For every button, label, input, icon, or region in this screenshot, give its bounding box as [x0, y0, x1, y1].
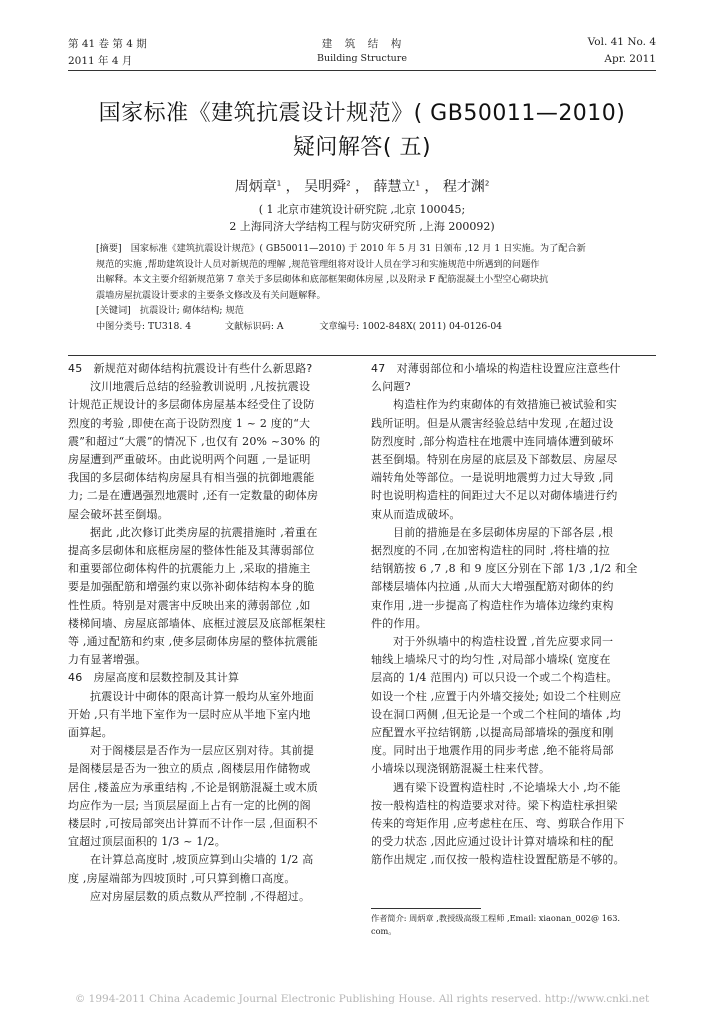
classification-line	[96, 319, 632, 335]
paragraph-line: 提高多层砌体和底框房屋的整体性能及其薄弱部位	[68, 544, 315, 558]
paragraph-line: 轴线上墙垛尺寸的均匀性 ,对局部小墙垛( 宽度在	[371, 653, 611, 667]
paragraph-line: 烈度的考验 ,即使在高于设防烈度 1 ~ 2 度的“大	[68, 416, 311, 430]
author-name: 周炳章	[234, 179, 277, 195]
paragraph-line: 汶川地震后总结的经验教训说明 ,凡按抗震设	[90, 380, 311, 394]
paragraph-line: 应配置水平拉结钢筋 ,以提高局部墙垛的强度和刚	[371, 726, 614, 740]
affiliation-line: 2 上海同济大学结构工程与防灾研究所 ,上海 200092)	[229, 220, 495, 233]
paragraph-line: 设在洞口两侧 ,但无论是一个或二个柱间的墙体 ,均	[371, 707, 621, 721]
paragraph-line: 均应作为一层; 当顶层屋面上占有一定的比例的阁	[68, 798, 311, 812]
paragraph-line: 屋会破坏甚至倒塌。	[68, 507, 169, 521]
left-column	[68, 360, 352, 906]
paragraph-line: 房屋遭到严重破坏。由此说明两个问题 ,一是证明	[68, 453, 311, 467]
document-code: 文献标识码: A	[224, 320, 284, 332]
paragraph-line: 度。同时出于地震作用的同步考虑 ,绝不能将局部	[371, 744, 614, 758]
paragraph-line: 按一般构造柱的构造要求对待。梁下构造柱承担梁	[371, 798, 618, 812]
footnote-line: 作者简介: 周炳章 ,教授级高级工程师 ,Email: xiaonan_002@ 163.	[371, 913, 621, 923]
journal-volume-en: Vol. 41 No. 4	[587, 36, 656, 48]
paragraph-line: 力; 二是在遭遇强烈地震时 ,还有一定数量的砌体房	[68, 489, 319, 503]
author-affiliation-mark: 1	[276, 179, 282, 188]
paragraph-line: 如设一个柱 ,应置于内外墙交接处; 如设二个柱则应	[371, 689, 622, 703]
author-separator: ，	[424, 179, 439, 195]
paragraph-line: 层高的 1/4 范围内) 可以只设一个或二个构造柱。	[371, 671, 618, 685]
author-name: 薛慧立	[373, 179, 416, 195]
journal-date: 2011 年 4 月	[68, 55, 133, 67]
paragraph-line: 小墙垛以现浇钢筋混凝土柱来代替。	[371, 762, 551, 776]
paragraph-line: 楼层时 ,可按局部突出计算而不计作一层 ,但面积不	[68, 817, 318, 831]
author-separator: ，	[285, 179, 300, 195]
paragraph-line: 防烈度时 ,部分构造柱在地震中连同墙体遭到破坏	[371, 434, 614, 448]
paragraph-line: 是阁楼层是否为一独立的质点 ,阁楼层用作储物或	[68, 762, 311, 776]
author-list	[62, 176, 662, 196]
author-bio-footnote	[371, 912, 661, 938]
article-subtitle: 疑问解答( 五)	[292, 135, 432, 160]
paragraph-line: 等 ,通过配筋和约束 ,使多层砌体房屋的整体抗震能	[68, 635, 318, 649]
article-number: 文章编号: 1002-848X( 2011) 04-0126-04	[319, 320, 503, 332]
author-separator: ，	[355, 179, 369, 195]
abstract-line: 震墙房屋抗震设计要求的主要条文修改及有关问题解释。	[96, 289, 326, 301]
paragraph-line: 居住 ,楼盖应为承重结构 ,不论是钢筋混凝土或木质	[68, 780, 318, 794]
paragraph-line: 遇有梁下设置构造柱时 ,不论墙垛大小 ,均不能	[393, 780, 621, 794]
affiliation-line: ( 1 北京市建筑设计研究院 ,北京 100045;	[258, 203, 466, 216]
paragraph-line: 要是加强配筋和增强约束以弥补砌体结构本身的脆	[68, 580, 315, 594]
paragraph-line: 么问题?	[371, 380, 411, 394]
paragraph-line: 据烈度的不同 ,在加密构造柱的同时 ,将柱墙的拉	[371, 544, 610, 558]
author-name: 程才渊	[442, 179, 485, 195]
paragraph-line: 的受力状态 ,因此应通过设计计算对墙垛和柱的配	[371, 835, 614, 849]
paragraph-line: 时也说明构造柱的间距过大不足以对砌体墙进行约	[371, 489, 618, 503]
paragraph-line: 抗震设计中砌体的限高计算一般均从室外地面	[90, 689, 314, 703]
journal-volume: 第 41 卷 第 4 期	[68, 38, 147, 50]
copyright-notice: © 1994-2011 China Academic Journal Electronic Publishing House. All rights reserved. http://www.cnki.net	[74, 993, 650, 1005]
paragraph-line: 践所证明。但是从震害经验总结中发现 ,在超过设	[371, 416, 614, 430]
paragraph-line: 甚至倒塌。特别在房屋的底层及下部数层、房屋尽	[371, 453, 618, 467]
paragraph-line: 我国的多层砌体结构房屋具有相当强的抗御地震能	[68, 471, 315, 485]
author-affiliation-mark: 1	[415, 179, 420, 188]
paragraph-line: 性性质。特别是对震害中反映出来的薄弱部位 ,如	[68, 598, 311, 612]
abstract-block	[96, 241, 632, 334]
section-heading: 45 新规范对砌体结构抗震设计有些什么新思路?	[68, 362, 313, 375]
keywords-line: [关键词] 抗震设计; 砌体结构; 规范	[96, 305, 244, 316]
paragraph-line: 在计算总高度时 ,坡顶应算到山尖墙的 1/2 高	[90, 853, 314, 867]
article-title: 国家标准《建筑抗震设计规范》( GB50011—2010)	[98, 101, 626, 126]
author-name: 吴明舜	[304, 179, 347, 195]
clc-number: 中图分类号: TU318. 4	[96, 320, 192, 332]
paragraph-line: 对于外纵墙中的构造柱设置 ,首先应要求同一	[393, 635, 614, 649]
abstract-line: 规范的实施 ,帮助建筑设计人员对新规范的理解 ,规范管理组将对设计人员在学习和实施规范中所遇到的问题作	[96, 258, 540, 270]
journal-date-en: Apr. 2011	[604, 53, 656, 65]
paragraph-line: 结钢筋按 6 ,7 ,8 和 9 度区分别在下部 1/3 ,1/2 和全	[371, 562, 638, 576]
abstract-line: [摘要] 国家标准《建筑抗震设计规范》( GB50011—2010) 于 2010 年 5 月 31 日颁布 ,12 月 1 日实施。为了配合新	[96, 243, 586, 254]
paragraph-line: 据此 ,此次修订此类房屋的抗震措施时 ,着重在	[90, 525, 318, 539]
paragraph-line: 件的作用。	[371, 616, 427, 630]
paragraph-line: 构造柱作为约束砌体的有效措施已被试验和实	[393, 398, 617, 412]
paragraph-line: 端转角处等部位。一是说明地震剪力过大导致 ,同	[371, 471, 614, 485]
paragraph-line: 度 ,房屋端部为四坡顶时 ,可只算到檐口高度。	[68, 871, 296, 885]
paragraph-line: 目前的措施是在多层砌体房屋的下部各层 ,根	[393, 525, 614, 539]
paragraph-line: 对于阁楼层是否作为一层应区别对待。其前提	[90, 744, 314, 758]
header-rule	[68, 70, 656, 71]
paragraph-line: 宜超过顶层面积的 1/3 ~ 1/2。	[68, 835, 226, 849]
paragraph-line: 开始 ,只有半地下室作为一层时应从半地下室内地	[68, 707, 311, 721]
paragraph-line: 束作用 ,进一步提高了构造柱作为墙体边缘约束构	[371, 598, 614, 612]
footnote-rule	[371, 908, 481, 909]
paragraph-line: 楼梯间墙、房屋底部墙体、底框过渡层及底部框架柱	[68, 616, 326, 630]
journal-name-en: Building Structure	[317, 53, 407, 64]
section-heading: 46 房屋高度和层数控制及其计算	[68, 671, 240, 685]
abstract-rule	[68, 355, 656, 356]
author-affiliation-mark: 2	[484, 179, 490, 188]
paragraph-line: 应对房屋层数的质点数从严控制 ,不得超过。	[90, 889, 311, 903]
paragraph-line: 力有显著增强。	[68, 653, 147, 667]
paragraph-line: 筋作出规定 ,而仅按一般构造柱设置配筋是不够的。	[371, 853, 625, 867]
abstract-line: 出解释。本文主要介绍新规范第 7 章关于多层砌体和底部框架砌体房屋 ,以及附录 F 配筋混凝土小型空心砌块抗	[96, 274, 549, 285]
author-affiliation-mark: 2	[346, 179, 351, 188]
paragraph-line: 震”和超过“大震”的情况下 ,也仅有 20% ~30% 的	[68, 434, 321, 448]
paragraph-line: 计规范正规设计的多层砌体房屋基本经受住了设防	[68, 398, 315, 412]
journal-name-cn: 建 筑 结 构	[321, 38, 403, 50]
footnote-line: com。	[371, 926, 397, 936]
paragraph-line: 和重要部位砌体构件的抗震能力上 ,采取的措施主	[68, 562, 311, 576]
paragraph-line: 部楼层墙体内拉通 ,从而大大增强配筋对砌体的约	[371, 580, 614, 594]
paragraph-line: 面算起。	[68, 726, 113, 740]
paragraph-line: 传来的弯矩作用 ,应考虑柱在压、弯、剪联合作用下	[371, 817, 625, 831]
right-column	[371, 360, 655, 870]
paragraph-line: 束从而造成破坏。	[371, 507, 461, 521]
section-heading: 47 对薄弱部位和小墙垛的构造柱设置应注意些什	[371, 362, 621, 375]
